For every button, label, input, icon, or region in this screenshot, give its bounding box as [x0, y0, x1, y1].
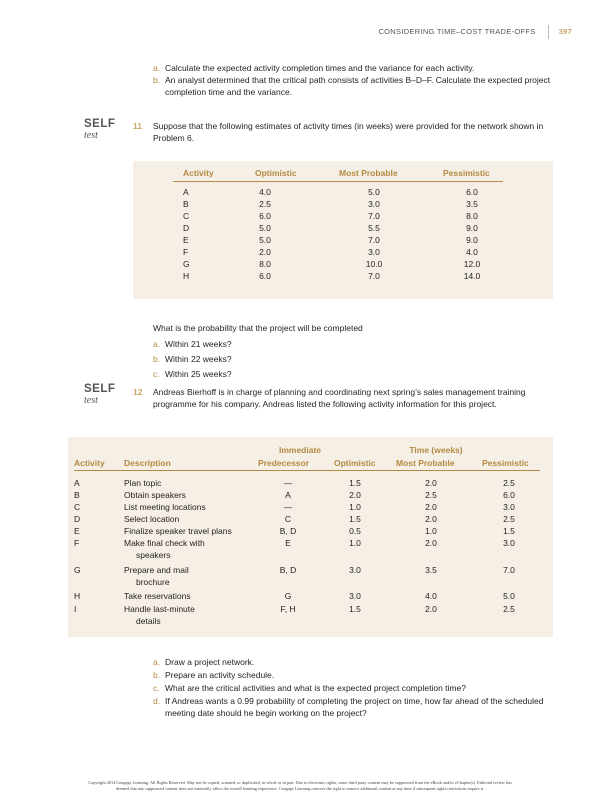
cell-description: Make final check with: [124, 538, 205, 548]
cell-most-probable: 1.0: [425, 526, 437, 536]
cell-pessimistic: 3.0: [503, 502, 515, 512]
table-header-most-probable: Most Probable: [396, 458, 455, 468]
cell-pessimistic: 12.0: [463, 259, 481, 269]
cell-description: Obtain speakers: [124, 490, 186, 500]
cell-activity: B: [183, 199, 189, 209]
cell-pessimistic: 2.5: [503, 478, 515, 488]
cell-optimistic: 1.5: [349, 604, 361, 614]
cell-activity: E: [74, 526, 80, 536]
cell-description: List meeting locations: [124, 502, 206, 512]
table-row: [0, 198, 600, 210]
cell-most-probable: 7.0: [368, 211, 380, 221]
cell-activity: A: [183, 187, 189, 197]
cell-predecessor: B, D: [279, 565, 297, 575]
copyright-line: Copyright 2014 Cengage Learning. All Rights Reserved. May not be copied, scanned, or duplicated, in whole or in part. Due to electronic rights, some third party content may be suppressed from the eBook and/or eChapter(s). Editorial review has: [88, 780, 512, 785]
item-label: a.: [153, 63, 161, 73]
cell-optimistic: 2.5: [259, 199, 271, 209]
item-label: a.: [153, 339, 161, 349]
table-row: [0, 222, 600, 234]
cell-description: Prepare and mail: [124, 565, 189, 575]
list-item: [153, 74, 553, 98]
table-row: [0, 186, 600, 198]
problem-number: 12: [133, 387, 143, 397]
cell-pessimistic: 5.0: [503, 591, 515, 601]
item-label: b.: [153, 75, 161, 85]
probability-question: [153, 322, 553, 380]
cell-predecessor: —: [283, 502, 293, 512]
list-item: [153, 62, 553, 74]
cell-most-probable: 3.5: [425, 565, 437, 575]
item-text: What are the critical activities and what is the expected project completion time?: [165, 683, 466, 693]
cell-optimistic: 5.0: [259, 223, 271, 233]
cell-optimistic: 6.0: [259, 271, 271, 281]
cell-most-probable: 7.0: [368, 271, 380, 281]
previous-problem-items: [153, 62, 553, 98]
cell-activity: H: [183, 271, 190, 281]
cell-predecessor: A: [285, 490, 291, 500]
cell-most-probable: 5.0: [368, 187, 380, 197]
cell-description: Finalize speaker travel plans: [124, 526, 232, 536]
cell-pessimistic: 9.0: [466, 235, 478, 245]
running-title: CONSIDERING TIME–COST TRADE-OFFS: [378, 27, 536, 36]
cell-pessimistic: 6.0: [466, 187, 478, 197]
problem-text: Suppose that the following estimates of activity times (in weeks) were provided for the network shown in Problem 6.: [153, 121, 544, 143]
cell-activity: I: [74, 604, 77, 614]
list-item: [153, 338, 553, 350]
cell-pessimistic: 1.5: [503, 526, 515, 536]
cell-pessimistic: 2.5: [503, 604, 515, 614]
cell-optimistic: 3.0: [349, 565, 361, 575]
table-header-pessimistic: Pessimistic: [482, 458, 529, 468]
cell-activity: E: [183, 235, 189, 245]
cell-pessimistic: 7.0: [503, 565, 515, 575]
cell-description-continued: details: [136, 616, 161, 626]
cell-optimistic: 3.0: [349, 591, 361, 601]
table-header-description: Description: [124, 458, 171, 468]
self-label: SELF: [84, 383, 116, 395]
cell-description-continued: brochure: [136, 577, 170, 587]
test-label: test: [84, 130, 98, 141]
cell-activity: D: [74, 514, 81, 524]
problem12-questions: [153, 656, 553, 719]
table-group-header-time: Time (weeks): [409, 445, 463, 455]
table-group-header-immediate: Immediate: [278, 445, 322, 455]
table-header-optimistic: Optimistic: [255, 168, 297, 178]
cell-description-continued: speakers: [136, 550, 171, 560]
cell-most-probable: 7.0: [368, 235, 380, 245]
list-item: [153, 682, 553, 694]
cell-most-probable: 3.0: [368, 199, 380, 209]
cell-optimistic: 1.5: [349, 478, 361, 488]
cell-description: Handle last-minute: [124, 604, 195, 614]
cell-most-probable: 2.5: [425, 490, 437, 500]
cell-optimistic: 4.0: [259, 187, 271, 197]
cell-optimistic: 2.0: [349, 490, 361, 500]
table-header-predecessor: Predecessor: [258, 458, 310, 468]
item-text: Prepare an activity schedule.: [165, 670, 275, 680]
cell-most-probable: 2.0: [425, 502, 437, 512]
table-header-activity: Activity: [183, 168, 214, 178]
cell-optimistic: 1.0: [349, 502, 361, 512]
item-text: Within 25 weeks?: [165, 369, 232, 379]
problem-number: 11: [133, 121, 142, 131]
cell-predecessor: G: [284, 591, 292, 601]
list-item: [153, 656, 553, 668]
table-header-pessimistic: Pessimistic: [443, 168, 490, 178]
cell-pessimistic: 14.0: [463, 271, 481, 281]
cell-activity: D: [183, 223, 190, 233]
item-text: If Andreas wants a 0.99 probability of completing the project on time, how far ahead of the scheduled meeting date should he begin working on the project?: [165, 696, 544, 718]
cell-optimistic: 6.0: [259, 211, 271, 221]
item-text: Calculate the expected activity completion times and the variance for each activity.: [165, 63, 475, 73]
cell-predecessor: E: [285, 538, 291, 548]
list-item: [153, 368, 553, 380]
cell-most-probable: 5.5: [368, 223, 380, 233]
page-number: 397: [558, 27, 572, 36]
cell-predecessor: C: [284, 514, 292, 524]
cell-pessimistic: 3.5: [466, 199, 478, 209]
cell-most-probable: 3.0: [368, 247, 380, 257]
cell-description: Select location: [124, 514, 180, 524]
cell-most-probable: 2.0: [425, 604, 437, 614]
self-test-marker: [84, 118, 115, 141]
item-text: Within 22 weeks?: [165, 354, 232, 364]
test-label: test: [84, 395, 98, 406]
cell-activity: G: [183, 259, 190, 269]
table-header-rule: [74, 470, 540, 471]
table-row: [0, 246, 600, 258]
cell-optimistic: 5.0: [259, 235, 271, 245]
cell-pessimistic: 2.5: [503, 514, 515, 524]
copyright-footer: [22, 780, 578, 792]
table-row: [0, 258, 600, 270]
cell-pessimistic: 3.0: [503, 538, 515, 548]
cell-most-probable: 2.0: [425, 478, 437, 488]
list-item: [153, 669, 553, 681]
cell-predecessor: —: [283, 478, 293, 488]
cell-most-probable: 10.0: [365, 259, 383, 269]
cell-optimistic: 8.0: [259, 259, 271, 269]
cell-activity: B: [74, 490, 80, 500]
table-header-rule: [173, 181, 503, 182]
cell-most-probable: 4.0: [425, 591, 437, 601]
cell-activity: C: [74, 502, 81, 512]
cell-pessimistic: 6.0: [503, 490, 515, 500]
cell-predecessor: B, D: [279, 526, 297, 536]
table-header-optimistic: Optimistic: [334, 458, 376, 468]
table-header-activity: Activity: [74, 458, 105, 468]
question-text: What is the probability that the project will be completed: [153, 323, 363, 333]
cell-optimistic: 1.0: [349, 538, 361, 548]
problem-text: Andreas Bierhoff is in charge of planning and coordinating next spring’s sales management training programme for his company. Andreas listed the following activity information for this project.: [153, 387, 526, 409]
table-row: [0, 234, 600, 246]
header-divider: [548, 25, 549, 39]
table-row: [0, 210, 600, 222]
cell-description: Take reservations: [124, 591, 191, 601]
cell-activity: F: [183, 247, 189, 257]
cell-activity: H: [74, 591, 81, 601]
list-item: [153, 353, 553, 365]
item-text: Draw a project network.: [165, 657, 255, 667]
cell-predecessor: F, H: [280, 604, 296, 614]
copyright-line: deemed that any suppressed content does not materially affect the overall learning experience. Cengage Learning reserves the right to remove additional content at any time if subsequent rights restrictions require it.: [115, 786, 485, 791]
cell-activity: F: [74, 538, 80, 548]
item-label: c.: [153, 683, 160, 693]
cell-description: Plan topic: [124, 478, 162, 488]
running-header: [378, 25, 572, 39]
cell-activity: G: [74, 565, 81, 575]
table-header-most-probable: Most Probable: [339, 168, 398, 178]
list-item: [153, 695, 553, 719]
cell-optimistic: 0.5: [349, 526, 361, 536]
item-text: Within 21 weeks?: [165, 339, 232, 349]
cell-activity: A: [74, 478, 80, 488]
item-text: An analyst determined that the critical path consists of activities B–D–F. Calculate the expected project completion time and the variance.: [165, 75, 551, 97]
cell-optimistic: 1.5: [349, 514, 361, 524]
cell-most-probable: 2.0: [425, 514, 437, 524]
item-label: b.: [153, 670, 161, 680]
self-test-marker: [84, 383, 115, 406]
table-row: [0, 270, 600, 282]
item-label: a.: [153, 657, 161, 667]
cell-activity: C: [183, 211, 190, 221]
cell-optimistic: 2.0: [259, 247, 271, 257]
item-label: d.: [153, 696, 161, 706]
cell-pessimistic: 4.0: [466, 247, 478, 257]
item-label: c.: [153, 369, 160, 379]
cell-pessimistic: 9.0: [466, 223, 478, 233]
cell-most-probable: 2.0: [425, 538, 437, 548]
self-label: SELF: [84, 118, 116, 130]
cell-pessimistic: 8.0: [466, 211, 478, 221]
item-label: b.: [153, 354, 161, 364]
